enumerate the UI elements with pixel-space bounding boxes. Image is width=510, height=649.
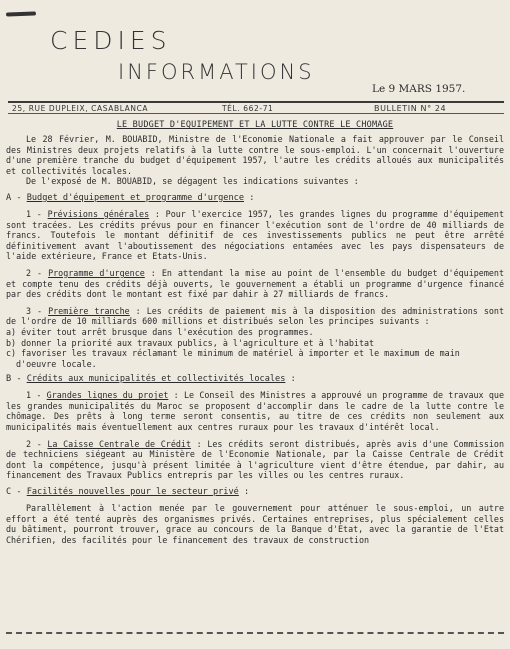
section-b-paragraph-1: 1 - Grandes lignes du projet : Le Conseil des Ministres a approuvé un programme de travaux que les grandes municipalités du Maroc se proposent d'accomplir dans le cadre de la lutte contre le chômage. Des prêts à long terme seront consentis, au titre de ces crédits non seulement aux municipalités mais éventuellement aux centres ruraux pour les travaux d'intérêt local. <box>6 390 505 433</box>
list-item: b) donner la priorité aux travaux publics, à l'agriculture et à l'habitat <box>6 337 375 348</box>
section-a-heading: A - Budget d'équipement et programme d'urgence : <box>6 192 255 203</box>
section-c-heading: C - Facilités nouvelles pour le secteur privé : <box>6 487 250 498</box>
ink-mark <box>6 11 36 16</box>
closing-rule <box>6 632 504 634</box>
issue-date: Le 9 MARS 1957. <box>372 83 466 95</box>
section-a-paragraph-1: 1 - Prévisions générales : Pour l'exercice 1957, les grandes lignes du programme d'équipement sont tracées. Les crédits prévus pour en financer l'exécution sont de l'ordre de 40 milliards de francs. Toutefois le montant définitif de ces investissements publics ne peut être arrêté définitivement avant l'aboutissement des négociations entamées avec les pays dispensateurs de l'aide extérieure, France et Etats-Unis. <box>6 208 505 262</box>
article-title: LE BUDGET D'EQUIPEMENT ET LA LUTTE CONTRE LE CHOMAGE <box>116 120 394 130</box>
section-b-heading: B - Crédits aux municipalités et collectivités locales : <box>6 374 296 385</box>
section-c-paragraph-1: Parallèlement à l'action menée par le gouvernement pour atténuer le sous-emploi, un autre effort a été tenté auprès des organismes privés. Certaines entreprises, plus spécialement celles du bâtiment, pourront trouver, grace au concours de la Banque d'Etat, avec la garantie de l'Etat Chérifien, des facilités pour le financement des travaux de construction <box>6 503 504 545</box>
list-item: a) éviter tout arrêt brusque dans l'exécution des programmes. <box>6 326 314 337</box>
section-a-paragraph-2: 2 - Programme d'urgence : En attendant la mise au point de l'ensemble du budget d'équipement et compte tenu des crédits déjà ouverts, le gouvernement a établi un programme d'urgence financé par des crédits dont le montant est fixé par dahir à 27 milliards de francs. <box>6 267 504 300</box>
intro-lead: De l'exposé de M. BOUABID, se dégagent les indications suivantes : <box>26 176 359 187</box>
brand-subtitle: INFORMATIONS <box>118 60 315 84</box>
header-rule-top <box>8 101 504 103</box>
intro-paragraph: Le 28 Février, M. BOUABID, Ministre de l'Economie Nationale a fait approuver par le Conseil des Ministres deux projets relatifs à la lutte contre le sous-emploi. L'un concernait l'ouverture d'une première tranche du budget d'équipement 1957, l'autre les crédits alloués aux municipalités et collectivités locales. <box>6 134 504 176</box>
brand-name: CEDIES <box>50 26 172 55</box>
telephone-line: TÉL. 662-71 <box>222 104 274 113</box>
header-rule-bottom <box>8 113 504 114</box>
section-b-paragraph-2: 2 - La Caisse Centrale de Crédit : Les crédits seront distribués, après avis d'une Commission de techniciens siégeant au Ministère de l'Economie Nationale, par la Caisse Centrale de Crédit dont la compétence, jusqu'à présent limitée à l'agriculture vient d'être étendue, par dahir, au financement des Travaux Publics entrepris par les villes ou les centres ruraux. <box>6 438 505 481</box>
article-body <box>6 134 504 551</box>
section-a-paragraph-3: 3 - Première tranche : Les crédits de paiement mis à la disposition des administrations sont de l'ordre de 10 milliards 600 millions et distribués selon les principes suivants : <box>6 305 504 327</box>
bulletin-number: BULLETIN N° 24 <box>374 104 447 113</box>
principles-list <box>6 327 504 369</box>
list-item: c) favoriser les travaux réclamant le minimum de matériel à importer et le maximum de main d'oeuvre locale. <box>6 348 460 369</box>
address-line: 25, RUE DUPLEIX, CASABLANCA <box>12 104 149 113</box>
